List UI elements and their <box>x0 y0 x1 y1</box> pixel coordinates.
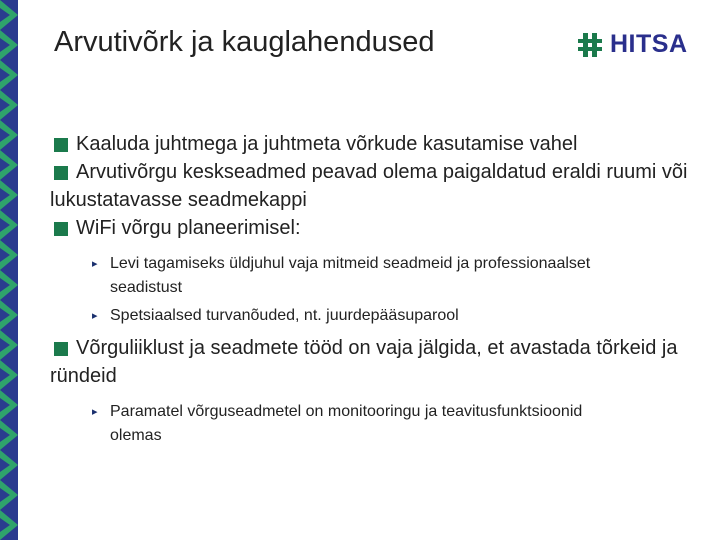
sub-bullet-item <box>50 400 610 448</box>
bullet-item <box>50 334 710 390</box>
bullet-text: WiFi võrgu planeerimisel: <box>76 217 301 239</box>
bullet-marker <box>54 342 68 356</box>
hitsa-logo <box>577 30 688 59</box>
sub-bullet-marker: ▸ <box>92 406 98 418</box>
sub-bullet-text: Levi tagamiseks üldjuhul vaja mitmeid seadmeid ja professionaalset seadistust <box>110 255 591 296</box>
bullet-marker <box>54 222 68 236</box>
decorative-chevron-strip <box>0 0 18 540</box>
sub-bullet-text: Spetsiaalsed turvanõuded, nt. juurdepääsuparool <box>110 307 459 324</box>
sub-bullet-item <box>50 304 610 328</box>
hash-icon <box>577 32 603 58</box>
bullet-item <box>50 158 710 214</box>
bullet-item <box>50 214 710 242</box>
slide-title: Arvutivõrk ja kauglahendused <box>54 26 435 58</box>
sub-bullet-marker: ▸ <box>92 310 98 322</box>
sub-bullet-text: Paramatel võrguseadmetel on monitooringu ja teavitusfunktsioonid olemas <box>110 403 583 444</box>
bullet-item <box>50 130 710 158</box>
bullet-text: Kaaluda juhtmega ja juhtmeta võrkude kasutamise vahel <box>76 133 578 155</box>
bullet-marker <box>54 166 68 180</box>
sub-bullet-item <box>50 252 610 300</box>
bullet-marker <box>54 138 68 152</box>
bullet-text: Arvutivõrgu keskseadmed peavad olema paigaldatud eraldi ruumi või lukustatavasse seadmekappi <box>50 161 688 211</box>
sub-bullet-marker: ▸ <box>92 258 98 270</box>
bullet-text: Võrguliiklust ja seadmete tööd on vaja jälgida, et avastada tõrkeid ja ründeid <box>50 337 678 387</box>
logo-text: HITSA <box>610 30 688 58</box>
bullet-list <box>50 130 710 448</box>
